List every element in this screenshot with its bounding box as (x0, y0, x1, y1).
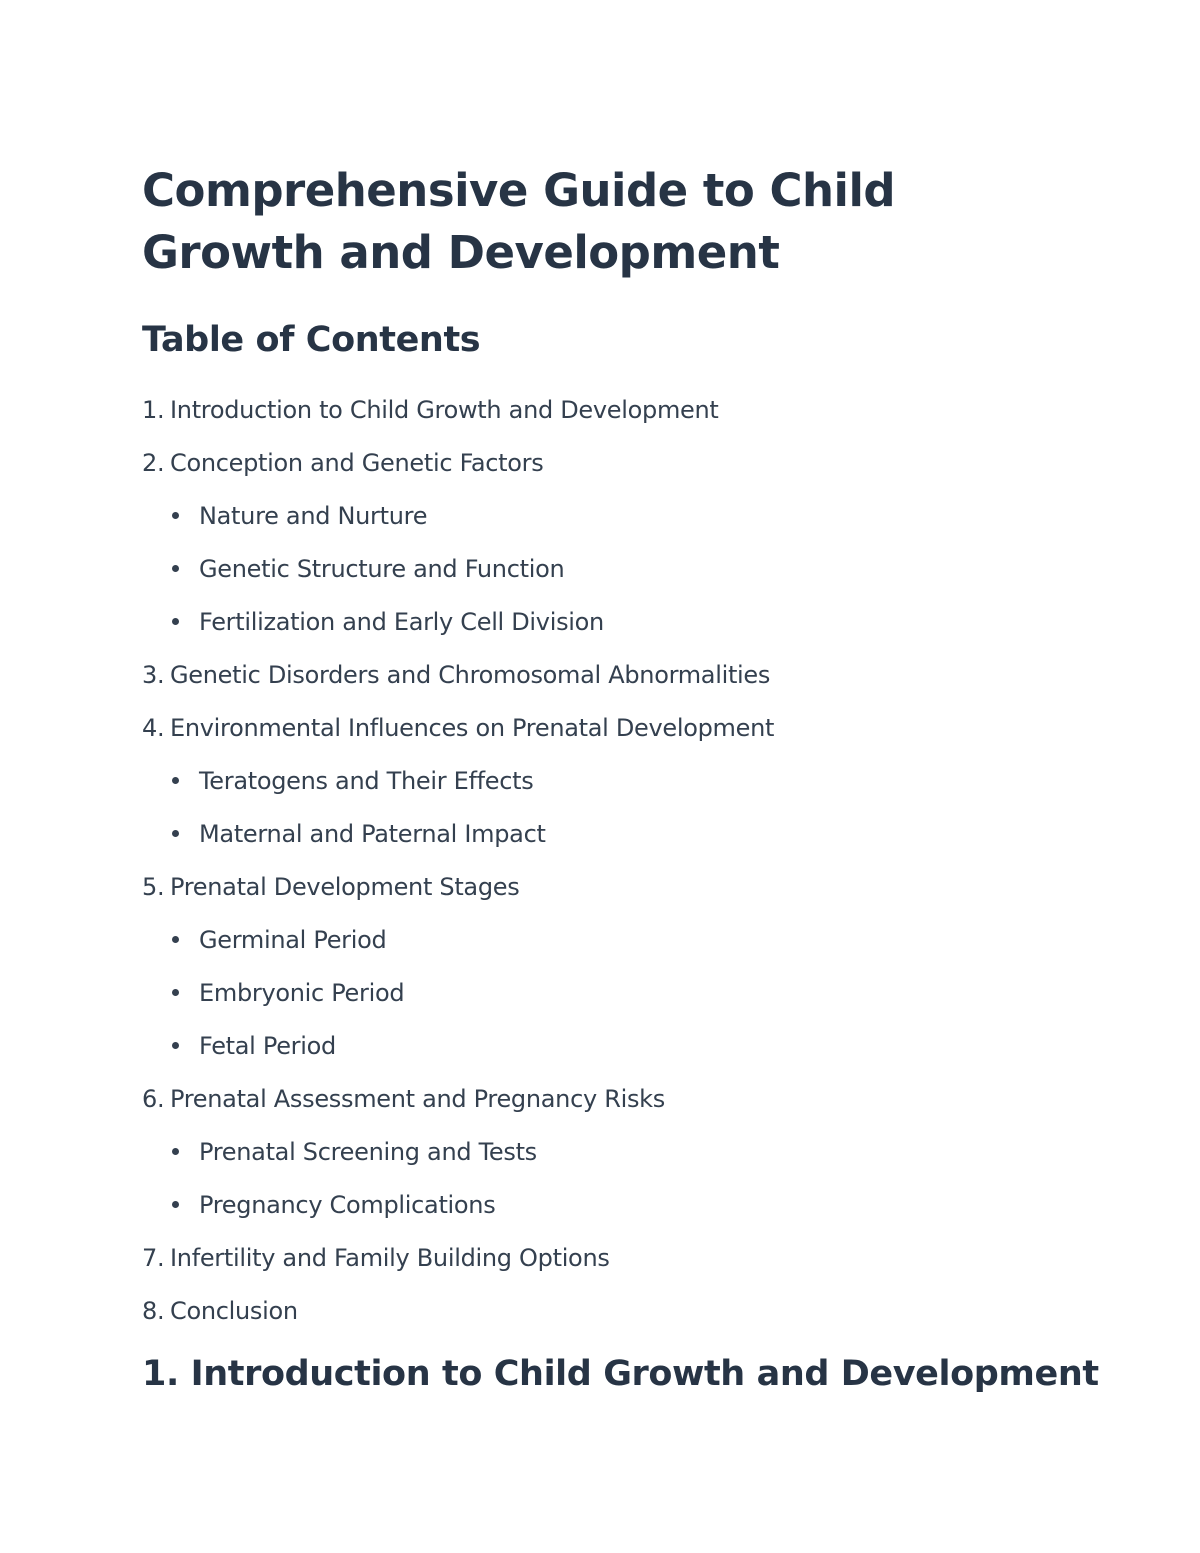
toc-item-number: 1. (142, 396, 165, 424)
toc-subitem[interactable] (142, 543, 1062, 596)
toc-item-label: Pregnancy Complications (199, 1191, 496, 1219)
toc-subitem[interactable] (142, 755, 1062, 808)
toc-subitem[interactable] (142, 1020, 1062, 1073)
toc-item[interactable] (142, 649, 1062, 702)
toc-item-label: Maternal and Paternal Impact (199, 820, 546, 848)
document-title: Comprehensive Guide to Child Growth and Development (142, 164, 896, 279)
toc-item-label: Embryonic Period (199, 979, 405, 1007)
bullet-icon (172, 1201, 179, 1208)
toc-item-number: 6. (142, 1085, 165, 1113)
table-of-contents (142, 384, 1062, 1338)
toc-item-label: Teratogens and Their Effects (199, 767, 534, 795)
toc-item-label: Germinal Period (199, 926, 387, 954)
section-heading: 1. Introduction to Child Growth and Development (142, 1354, 1099, 1394)
toc-item-number: 4. (142, 714, 165, 742)
toc-item-number: 5. (142, 873, 165, 901)
toc-item[interactable] (142, 384, 1062, 437)
toc-item[interactable] (142, 702, 1062, 755)
toc-item-label: Genetic Structure and Function (199, 555, 565, 583)
toc-item-label: Nature and Nurture (199, 502, 428, 530)
toc-item-number: 3. (142, 661, 165, 689)
toc-subitem[interactable] (142, 490, 1062, 543)
toc-item-label: Genetic Disorders and Chromosomal Abnormalities (170, 661, 771, 689)
bullet-icon (172, 830, 179, 837)
bullet-icon (172, 565, 179, 572)
toc-item-number: 2. (142, 449, 165, 477)
toc-item-label: Environmental Influences on Prenatal Development (170, 714, 775, 742)
toc-item-label: Prenatal Screening and Tests (199, 1138, 537, 1166)
toc-subitem[interactable] (142, 914, 1062, 967)
toc-heading: Table of Contents (142, 320, 481, 360)
toc-subitem[interactable] (142, 967, 1062, 1020)
toc-subitem[interactable] (142, 1126, 1062, 1179)
toc-subitem[interactable] (142, 596, 1062, 649)
toc-item-label: Fertilization and Early Cell Division (199, 608, 604, 636)
toc-item-label: Prenatal Development Stages (170, 873, 520, 901)
toc-item[interactable] (142, 861, 1062, 914)
document-page (142, 160, 1099, 1396)
bullet-icon (172, 1148, 179, 1155)
toc-item[interactable] (142, 1073, 1062, 1126)
toc-item[interactable] (142, 1285, 1062, 1338)
toc-item-number: 8. (142, 1297, 165, 1325)
bullet-icon (172, 1042, 179, 1049)
toc-item[interactable] (142, 437, 1062, 490)
toc-subitem[interactable] (142, 1179, 1062, 1232)
bullet-icon (172, 989, 179, 996)
bullet-icon (172, 936, 179, 943)
toc-item-label: Fetal Period (199, 1032, 336, 1060)
toc-item-label: Introduction to Child Growth and Development (170, 396, 719, 424)
toc-item[interactable] (142, 1232, 1062, 1285)
bullet-icon (172, 777, 179, 784)
toc-item-label: Infertility and Family Building Options (170, 1244, 610, 1272)
bullet-icon (172, 512, 179, 519)
bullet-icon (172, 618, 179, 625)
toc-item-number: 7. (142, 1244, 165, 1272)
toc-item-label: Prenatal Assessment and Pregnancy Risks (170, 1085, 665, 1113)
toc-item-label: Conclusion (170, 1297, 298, 1325)
toc-subitem[interactable] (142, 808, 1062, 861)
toc-item-label: Conception and Genetic Factors (170, 449, 544, 477)
